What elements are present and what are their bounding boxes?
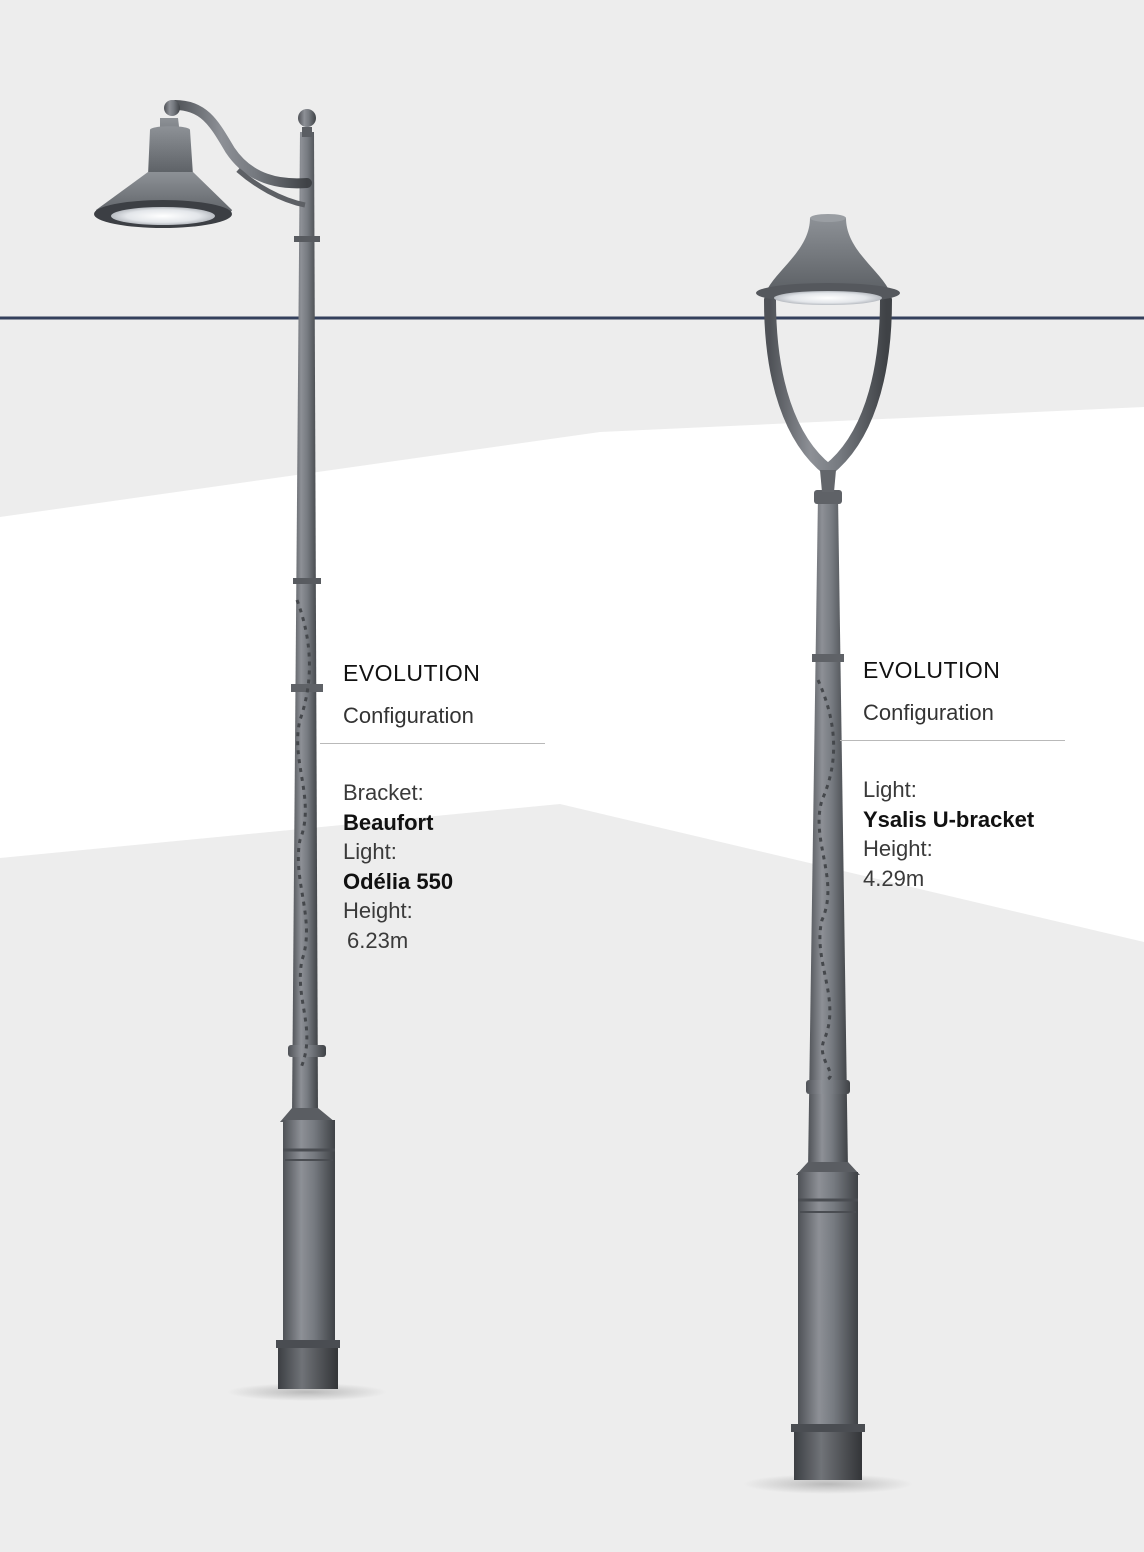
spec-value-bracket: Beaufort bbox=[343, 809, 434, 835]
spec-label-light: Light: bbox=[343, 839, 397, 864]
spec-panel-left bbox=[320, 660, 545, 955]
spec-value-light: Ysalis U-bracket bbox=[863, 806, 1035, 832]
series-title-block bbox=[320, 660, 545, 729]
series-title-block bbox=[840, 657, 1065, 726]
pole-plinth bbox=[794, 1428, 862, 1480]
spec-panel-right bbox=[840, 657, 1065, 893]
pole-collar bbox=[294, 236, 320, 242]
spec-label-bracket: Bracket: bbox=[343, 780, 424, 805]
spec-label-height: Height: bbox=[343, 898, 413, 923]
series-title: EVOLUTION bbox=[863, 657, 1001, 683]
spec-value-height: 4.29m bbox=[863, 865, 925, 891]
configuration-subtitle: Configuration bbox=[343, 703, 474, 728]
pole-collar bbox=[814, 490, 842, 504]
spec-label-light: Light: bbox=[863, 777, 917, 802]
pole-base bbox=[283, 1120, 335, 1350]
pole-plinth bbox=[278, 1345, 338, 1389]
led-panel bbox=[111, 207, 215, 225]
bracket-knuckle bbox=[164, 100, 180, 116]
configuration-subtitle: Configuration bbox=[863, 700, 994, 725]
divider bbox=[320, 743, 545, 744]
bracket-joint bbox=[820, 470, 836, 492]
pole-finial bbox=[298, 109, 316, 127]
spec-value-light: Odélia 550 bbox=[343, 868, 454, 894]
plinth-cap bbox=[791, 1424, 865, 1432]
divider bbox=[840, 740, 1065, 741]
plinth-cap bbox=[276, 1340, 340, 1348]
spec-label-height: Height: bbox=[863, 836, 933, 861]
pole-collar bbox=[806, 1080, 850, 1094]
series-title: EVOLUTION bbox=[343, 660, 481, 686]
head-cap bbox=[810, 214, 846, 222]
led-panel bbox=[774, 291, 882, 305]
spec-list bbox=[320, 778, 545, 955]
odelia-shade-top bbox=[148, 126, 193, 175]
spec-value-height: 6.23m bbox=[347, 927, 409, 953]
spec-list bbox=[840, 775, 1065, 893]
pole-collar bbox=[293, 578, 321, 584]
finial-neck bbox=[302, 127, 312, 137]
